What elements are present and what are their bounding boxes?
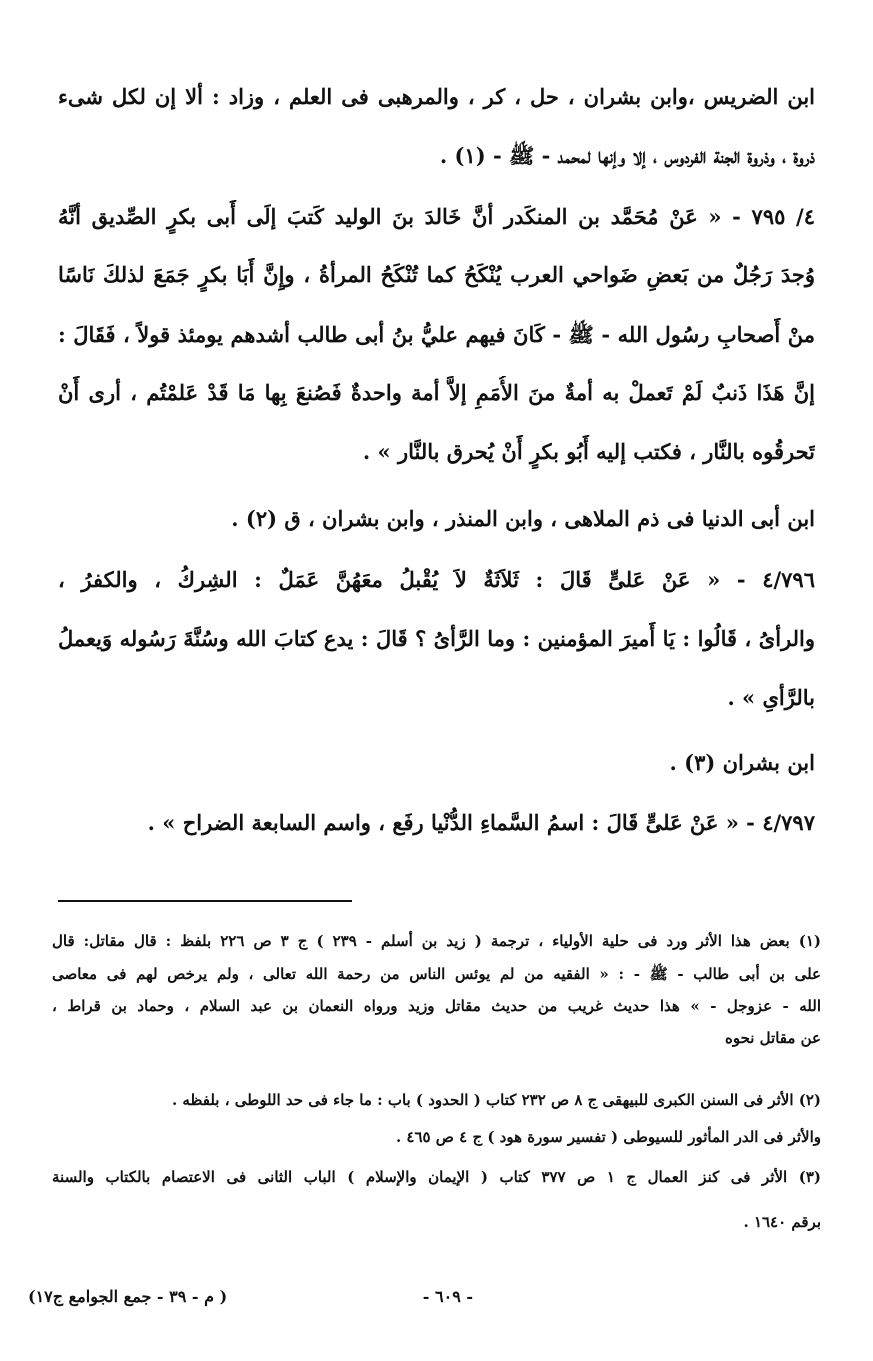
body-line-2: ذروة ، وذروة الجنة الفردوس ، إلا وإنها لمحمد - ﷺ - (١) . [439,143,815,168]
footnote-1-line-4: عن مقاتل نحوه [724,1029,821,1047]
source-line-796: ابن بشران (٣) . [669,750,815,775]
hadith-796-line-1: ٤/٧٩٦ - « عَنْ عَلىٍّ قَالَ : ثَلاَثَةٌ لاَ يُقْبلُ معَهُنَّ عَمَلٌ : الشِركُ ، والكفرُ ، [58,567,815,592]
hadith-796-line-3: بالرَّأىِ » . [727,685,815,710]
page-number: - ٦٠٩ - [422,1287,473,1306]
hadith-795-line-3: منْ أَصحابِ رسُول الله - ﷺ - كَانَ فيهم عليُّ بنُ أبى طالب أشدهم يومئذ قولاً ، فَقَالَ : [58,322,815,347]
hadith-796-line-2: والرأىُ ، قَالُوا : يَا أَميرَ المؤمنين : وما الرَّأىُ ؟ قَالَ : يدع كتابَ الله وسُنَّةَ رَسُوله وَيعملُ [58,626,815,651]
hadith-795-line-1: ٤/ ٧٩٥ - « عَنْ مُحَمَّد بن المنكَدر أنَّ خَالدَ بنَ الوليد كَتبَ إلَى أَبى بكرٍ الصِّديق أنَّهُ [58,204,815,229]
footnote-3-line-1: (٣) الأثر فى كنز العمال ج ١ ص ٣٧٧ كتاب ( الإيمان والإسلام ) الباب الثانى فى الاعتصام بالكتاب والسنة [52,1168,821,1186]
footnote-1-line-2: على بن أبى طالب - ﷺ - : « الفقيه من لم يوئس الناس من رحمة الله تعالى ، ولم يرخص لهم فى معاصى [52,965,821,983]
hadith-795-line-2: وُجدَ رَجُلٌ من بَعضِ ضَواحي العرب يُنْكَحُ كما تُنْكَحُ المرأةُ ، وإِنَّ أَبَا بكرٍ جَمَعَ لذلكَ نَاسًا [58,262,815,287]
footnote-2-line-2: والأثر فى الدر المأثور للسيوطى ( تفسير سورة هود ) ج ٤ ص ٤٦٥ . [395,1128,821,1146]
hadith-795-line-4: إنَّ هَذَا ذَنبٌ لَمْ تَعملْ به أمةٌ منَ الأُمَمِ إلاَّ أمة واحدةٌ فَصُنعَ بِها مَا قَدْ عَلمْتُم ، أرى أَنْ [58,380,815,405]
footnote-separator [58,900,352,902]
body-line-1: ابن الضريس ،وابن بشران ، حل ، كر ، والمرهبى فى العلم ، وزاد : ألا إن لكل شىء [58,84,815,109]
hadith-795-line-5: تَحرقُوه بالنَّار ، فكتب إليه أَبُو بكرٍ أَنْ يُحرق بالنَّار » . [362,439,815,464]
footnote-2-line-1: (٢) الأثر فى السنن الكبرى للبيهقى ج ٨ ص ٢٣٢ كتاب ( الحدود ) باب : ما جاء فى حد اللوطى ، بلفظه . [171,1091,821,1109]
footnote-1-line-1: (١) بعض هذا الأثر ورد فى حلية الأولياء ، ترجمة ( زيد بن أسلم - ٢٣٩ ) ج ٣ ص ٢٢٦ بلفظ : قال مقاتل: قال [52,932,821,950]
hadith-797-line-1: ٤/٧٩٧ - « عَنْ عَلىٍّ قَالَ : اسمُ السَّماءِ الدُّنْيا رفَع ، واسم السابعة الضراح » . [147,810,815,835]
footnote-1-line-3: الله - عزوجل - » هذا حديث غريب من حديث مقاتل وزيد ورواه النعمان بن عبد السلام ، وحماد بن قراط ، [52,997,821,1015]
signature-mark: ( م - ٣٩ - جمع الجوامع ج١٧) [28,1287,228,1306]
source-line-795: ابن أبى الدنيا فى ذم الملاهى ، وابن المنذر ، وابن بشران ، ق (٢) . [231,506,815,531]
footnote-3-line-2: برقم ١٦٤٠ . [743,1213,821,1231]
